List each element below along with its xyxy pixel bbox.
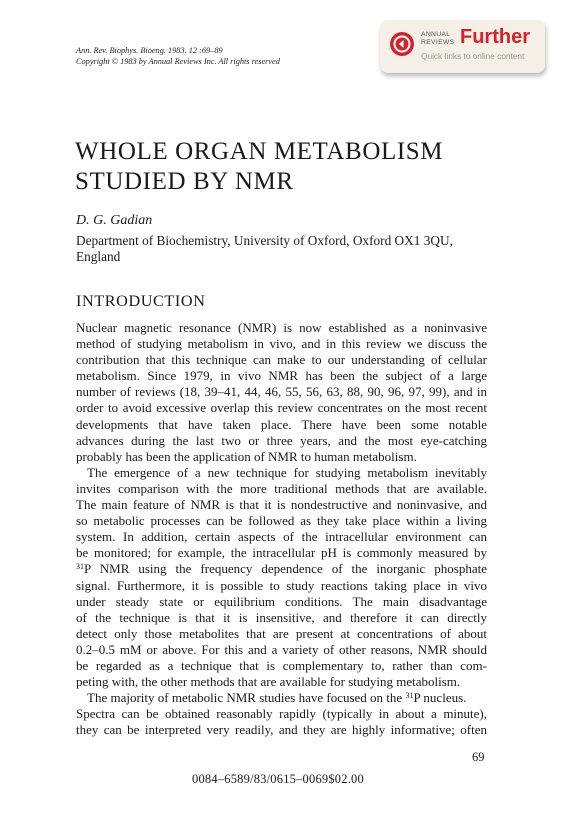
body-line-text: The majority of metabolic NMR studies have focused on the bbox=[87, 690, 403, 706]
section-heading-introduction: INTRODUCTION bbox=[76, 292, 206, 310]
journal-citation bbox=[76, 45, 280, 67]
body-line: be regarded as a technique that is complementary to, rather than com- bbox=[76, 657, 487, 673]
body-line-with-superscript bbox=[76, 690, 487, 706]
author-name: D. G. Gadian bbox=[76, 213, 153, 228]
body-line: probably has been the application of NMR to human metabolism. bbox=[76, 448, 417, 464]
body-line: Nuclear magnetic resonance (NMR) is now established as a noninvasive bbox=[76, 320, 487, 335]
body-line-with-superscript bbox=[76, 561, 487, 577]
body-line: 0.2–0.5 mM or above. For this and a variety of other reasons, NMR should bbox=[76, 641, 487, 657]
superscript-31: 31 bbox=[405, 691, 414, 701]
body-line: order to avoid excessive overlap this review concentrates on the most recent bbox=[76, 400, 487, 416]
body-line: detect only those metabolites that are present at concentrations of about bbox=[76, 625, 487, 641]
body-line: under steady state or equilibrium conditions. The main disadvantage bbox=[76, 593, 487, 609]
page-number: 69 bbox=[472, 750, 485, 764]
body-line: peting with, the other methods that are available for studying metabolism. bbox=[76, 674, 461, 690]
further-tagline: Quick links to online content bbox=[421, 51, 525, 61]
body-line: invites comparison with the more traditional methods that are available. bbox=[76, 480, 487, 496]
body-line: advances during the last two or three years, and the most eye-catching bbox=[76, 432, 487, 448]
body-line: number of reviews (18, 39–41, 44, 46, 55, 56, 63, 88, 90, 96, 97, 99), and in bbox=[76, 384, 487, 400]
annual-label: ANNUAL bbox=[421, 31, 451, 38]
article-title bbox=[75, 137, 515, 197]
body-line: be monitored; for example, the intracellular pH is commonly measured by bbox=[76, 545, 487, 561]
body-line: of the technique is that it is insensitive, and therefore it can directly bbox=[76, 609, 487, 625]
body-line: developments that have taken place. There have been some notable bbox=[76, 416, 487, 432]
further-label: Further bbox=[460, 26, 530, 48]
reviews-label: REVIEWS bbox=[421, 39, 455, 46]
body-line: system. In addition, certain aspects of the intracellular environment can bbox=[76, 529, 487, 545]
title-line-2: STUDIED BY NMR bbox=[75, 168, 294, 195]
superscript-31: 31 bbox=[76, 562, 84, 572]
citation-line-1: Ann. Rev. Biophys. Bioeng. 1983. 12 :69–89 bbox=[76, 46, 223, 55]
body-line: Spectra can be obtained reasonably rapidly (typically in about a minute), bbox=[76, 706, 487, 722]
body-line: metabolism. Since 1979, in vivo NMR has been the subject of a large bbox=[76, 368, 487, 384]
annual-reviews-logo-text bbox=[421, 31, 454, 47]
body-line: The emergence of a new technique for studying metabolism inevitably bbox=[87, 464, 487, 480]
author-affiliation bbox=[76, 233, 506, 265]
affiliation-line-1: Department of Biochemistry, University of Oxford, Oxford OX1 3QU, bbox=[76, 233, 453, 248]
body-line: so metabolic processes can be followed as they take place within a living bbox=[76, 513, 487, 529]
play-circle-icon bbox=[390, 32, 414, 56]
introduction-body bbox=[76, 320, 487, 738]
nucleus-suffix: P nucleus. bbox=[413, 690, 467, 706]
annual-reviews-further-link[interactable] bbox=[380, 20, 545, 73]
title-line-1: WHOLE ORGAN METABOLISM bbox=[75, 138, 444, 165]
body-line: contribution that this technique can make to our understanding of cellular bbox=[76, 352, 487, 368]
body-line-text: P NMR using the frequency dependence of the inorganic phosphate bbox=[84, 561, 487, 577]
article-code: 0084–6589/83/0615–0069$02.00 bbox=[192, 772, 364, 786]
citation-line-2: Copyright © 1983 by Annual Reviews Inc. All rights reserved bbox=[76, 57, 280, 66]
body-line: they can be interpreted very readily, and they are highly informative; often bbox=[76, 722, 487, 738]
body-line: signal. Furthermore, it is possible to study reactions taking place in vivo bbox=[76, 577, 487, 593]
body-line: The main feature of NMR is that it is nondestructive and noninvasive, and bbox=[76, 497, 487, 513]
body-line: method of studying metabolism in vivo, and in this review we discuss the bbox=[76, 336, 487, 352]
affiliation-line-2: England bbox=[76, 249, 121, 264]
